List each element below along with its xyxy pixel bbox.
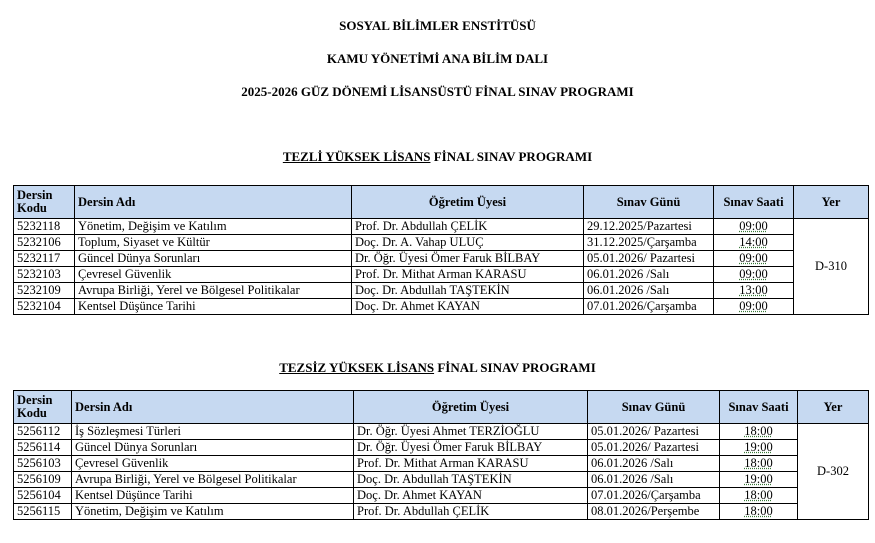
exam-time [714,251,794,267]
instructor: Dr. Öğr. Üyesi Ahmet TERZİOĞLU [354,424,588,440]
course-name: Kentsel Düşünce Tarihi [72,488,354,504]
course-code: 5232118 [14,219,75,235]
col-header-name: Dersin Adı [75,186,352,219]
exam-time [714,267,794,283]
department-title: KAMU YÖNETİMİ ANA BİLİM DALI [326,51,549,66]
nonthesis-title-underlined: TEZSİZ YÜKSEK LİSANS [279,360,435,375]
table-row [14,283,869,299]
course-code: 5232103 [14,267,75,283]
exam-time [714,219,794,235]
exam-date: 07.01.2026/Çarşamba [584,299,714,315]
col-header-instructor: Öğretim Üyesi [352,186,584,219]
instructor: Doç. Dr. Abdullah TAŞTEKİN [354,472,588,488]
exam-date: 06.01.2026 /Salı [584,283,714,299]
exam-date: 07.01.2026/Çarşamba [588,488,720,504]
col-header-code: Dersin Kodu [14,186,75,219]
instructor: Prof. Dr. Mithat Arman KARASU [354,456,588,472]
table-row [14,472,869,488]
course-name: Yönetim, Değişim ve Katılım [75,219,352,235]
col-header-time: Sınav Saati [714,186,794,219]
exam-time-value: 09:00 [739,251,768,265]
exam-room: D-302 [798,424,869,520]
table-row [14,488,869,504]
exam-time [714,299,794,315]
table-row [14,424,869,440]
exam-time [720,504,798,520]
col-header-code: Dersin Kodu [14,391,72,424]
exam-time-value: 18:00 [744,424,773,438]
exam-date: 06.01.2026 /Salı [588,472,720,488]
instructor: Doç. Dr. Ahmet KAYAN [352,299,584,315]
exam-time-value: 18:00 [744,504,773,518]
course-code: 5256115 [14,504,72,520]
exam-time [720,456,798,472]
exam-date: 08.01.2026/Perşembe [588,504,720,520]
course-code: 5232117 [14,251,75,267]
exam-time-value: 19:00 [744,472,773,486]
thesis-title-rest: FİNAL SINAV PROGRAMI [430,149,593,164]
table-row [14,504,869,520]
exam-time-value: 09:00 [739,267,768,281]
table-row [14,456,869,472]
table-row [14,440,869,456]
course-code: 5256112 [14,424,72,440]
course-code: 5232106 [14,235,75,251]
exam-time [720,472,798,488]
course-name: İş Sözleşmesi Türleri [72,424,354,440]
exam-time [720,488,798,504]
instructor: Prof. Dr. Mithat Arman KARASU [352,267,584,283]
course-name: Güncel Dünya Sorunları [75,251,352,267]
exam-time-value: 09:00 [739,299,768,313]
program-title: 2025-2026 GÜZ DÖNEMİ LİSANSÜSTÜ FİNAL SINAV PROGRAMI [241,84,634,99]
instructor: Prof. Dr. Abdullah ÇELİK [352,219,584,235]
exam-date: 06.01.2026 /Salı [584,267,714,283]
instructor: Dr. Öğr. Üyesi Ömer Faruk BİLBAY [352,251,584,267]
thesis-exam-table [13,185,869,315]
col-header-date: Sınav Günü [588,391,720,424]
thesis-title-underlined: TEZLİ YÜKSEK LİSANS [282,149,431,164]
course-code: 5232104 [14,299,75,315]
course-code: 5256114 [14,440,72,456]
course-name: Güncel Dünya Sorunları [72,440,354,456]
col-header-instructor: Öğretim Üyesi [354,391,588,424]
course-code: 5232109 [14,283,75,299]
col-header-name: Dersin Adı [72,391,354,424]
table-row [14,251,869,267]
exam-time [714,235,794,251]
course-code: 5256103 [14,456,72,472]
exam-time-value: 18:00 [744,456,773,470]
table-header-row [14,186,869,219]
exam-date: 29.12.2025/Pazartesi [584,219,714,235]
institute-title: SOSYAL BİLİMLER ENSTİTÜSÜ [339,18,536,33]
exam-time-value: 13:00 [739,283,768,297]
course-name: Avrupa Birliği, Yerel ve Bölgesel Politikalar [72,472,354,488]
nonthesis-section-title [0,360,875,376]
course-name: Yönetim, Değişim ve Katılım [72,504,354,520]
nonthesis-title-rest: FİNAL SINAV PROGRAMI [434,360,596,375]
col-header-date: Sınav Günü [584,186,714,219]
course-name: Çevresel Güvenlik [72,456,354,472]
table-header-row [14,391,869,424]
table-row [14,299,869,315]
instructor: Dr. Öğr. Üyesi Ömer Faruk BİLBAY [354,440,588,456]
course-name: Toplum, Siyaset ve Kültür [75,235,352,251]
exam-time [720,424,798,440]
exam-date: 06.01.2026 /Salı [588,456,720,472]
table-row [14,267,869,283]
instructor: Doç. Dr. A. Vahap ULUÇ [352,235,584,251]
exam-date: 31.12.2025/Çarşamba [584,235,714,251]
thesis-section-title [0,149,875,165]
col-header-time: Sınav Saati [720,391,798,424]
exam-date: 05.01.2026/ Pazartesi [584,251,714,267]
course-code: 5256104 [14,488,72,504]
course-name: Avrupa Birliği, Yerel ve Bölgesel Politikalar [75,283,352,299]
table-row [14,219,869,235]
col-header-room: Yer [798,391,869,424]
instructor: Doç. Dr. Abdullah TAŞTEKİN [352,283,584,299]
instructor: Prof. Dr. Abdullah ÇELİK [354,504,588,520]
instructor: Doç. Dr. Ahmet KAYAN [354,488,588,504]
exam-date: 05.01.2026/ Pazartesi [588,424,720,440]
exam-time [714,283,794,299]
course-name: Kentsel Düşünce Tarihi [75,299,352,315]
table-row [14,235,869,251]
col-header-room: Yer [794,186,869,219]
exam-time-value: 14:00 [739,235,768,249]
exam-time-value: 19:00 [744,440,773,454]
exam-time-value: 18:00 [744,488,773,502]
exam-room: D-310 [794,219,869,315]
exam-date: 05.01.2026/ Pazartesi [588,440,720,456]
exam-time-value: 09:00 [739,219,768,233]
course-code: 5256109 [14,472,72,488]
course-name: Çevresel Güvenlik [75,267,352,283]
nonthesis-exam-table [13,390,869,520]
exam-time [720,440,798,456]
